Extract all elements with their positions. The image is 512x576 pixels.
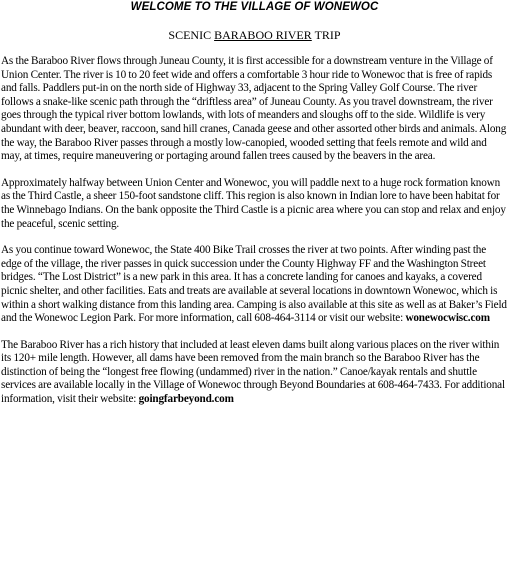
paragraph-river-overview <box>1 55 508 164</box>
page-title: WELCOME TO THE VILLAGE OF WONEWOC <box>130 1 379 13</box>
village-website: wonewocwisc.com <box>405 312 490 325</box>
page-subtitle <box>1 28 508 42</box>
subtitle-river-name: BARABOO RIVER <box>214 28 312 42</box>
subtitle-prefix: SCENIC <box>168 28 215 42</box>
paragraph-wonewoc-landing <box>1 244 508 326</box>
paragraph-text: The Baraboo River has a rich history that included at least eleven dams built along various places on the river within its 120+ mile length. However, all dams have been removed from the main branch so the Baraboo River has the distinction of being the “longest free flowing (undammed) river in the nation.” Canoe/kayak rentals and shuttle services are available locally in the Village of Wonewoc through Beyond Boundaries at 608-464-7433. For additional information, visit their website: <box>1 338 505 406</box>
paragraph-text: As the Baraboo River flows through Juneau County, it is first accessible for a downstream venture in the Village of Union Center. The river is 10 to 20 feet wide and offers a comfortable 3 hour ride to Wonewoc that is free of rapids and falls. Paddlers put-in on the north side of Highway 33, adjacent to the Spring Valley Golf Course. The river follows a snake-like scenic path through the “driftless area” of Juneau County. As you travel downstream, the river goes through the typical river bottom lowlands, with lots of meanders and sloughs off to the side. Wildlife is very abundant with deer, beaver, raccoon, sand hill cranes, Canada geese and other assorted other birds and animals. Along the way, the Baraboo River passes through a mostly low-canopied, wooded setting that feels remote and wild and may, at times, require maneuvering or portaging around fallen trees caused by the beavers in the area. <box>1 55 507 163</box>
paragraph-text: As you continue toward Wonewoc, the State 400 Bike Trail crosses the river at two points. After winding past the edge of the village, the river passes in quick succession under the County Highway FF and the Washington Street bridges. “The Lost District” is a new park in this area. It has a concrete landing for canoes and kayaks, a covered picnic shelter, and other facilities. Eats and treats are available at several locations in downtown Wonewoc, which is within a short walking distance from this landing area. Camping is also available at this site as well as at Baker’s Field and the Wonewoc Legion Park. For more information, call 608-464-3114 or visit our website: <box>1 244 507 325</box>
subtitle-suffix: TRIP <box>311 28 341 42</box>
paragraph-text: Approximately halfway between Union Center and Wonewoc, you will paddle next to a huge rock formation known as the Third Castle, a sheer 150-foot sandstone cliff. This region is also known in Indian lore to have been habitat for the Winnebago Indians. On the bank opposite the Third Castle is a picnic area where you can stop and relax and enjoy the peaceful, scenic setting. <box>1 176 506 230</box>
paragraph-river-history <box>1 339 508 407</box>
paragraph-third-castle <box>1 177 508 231</box>
outfitter-website: goingfarbeyond.com <box>138 393 234 406</box>
